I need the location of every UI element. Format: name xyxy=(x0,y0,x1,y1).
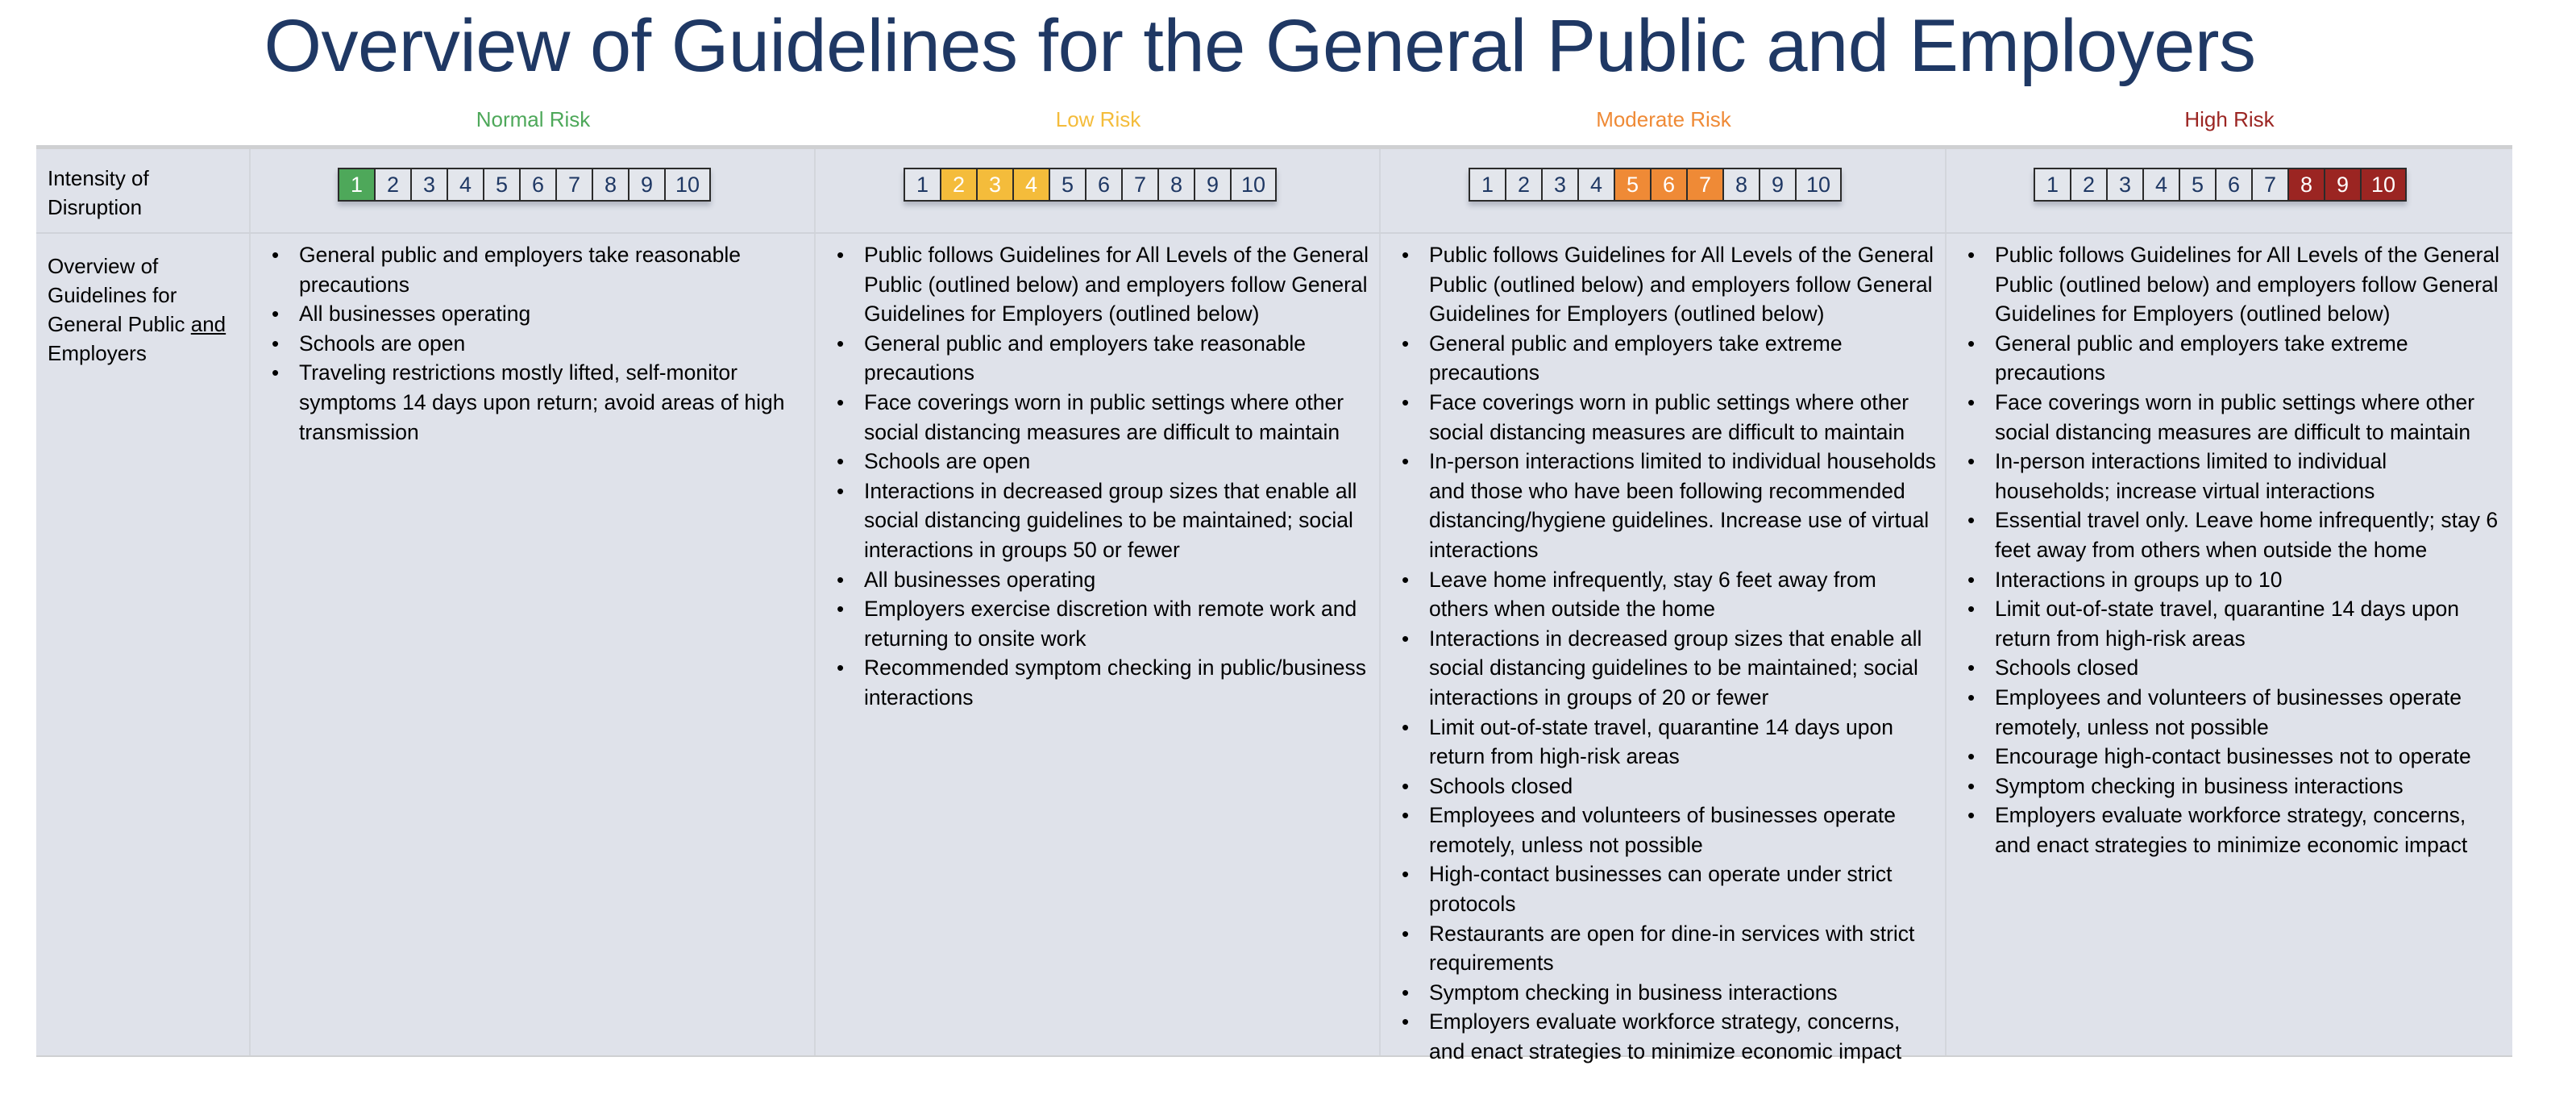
guideline-item: • All businesses operating xyxy=(864,565,1379,595)
scale-box-9: 9 xyxy=(2325,169,2362,200)
scale-box-4: 4 xyxy=(1579,169,1615,200)
guideline-item: • Essential travel only. Leave home infrequently; stay 6 feet away from others when outside the home xyxy=(1995,506,2512,564)
scale-box-8: 8 xyxy=(1724,169,1760,200)
guideline-item: • Restaurants are open for dine-in services with strict requirements xyxy=(1429,919,1945,978)
scale-box-8: 8 xyxy=(593,169,629,200)
intensity-scale xyxy=(338,168,711,202)
guideline-item: • Employees and volunteers of businesses operate remotely, unless not possible xyxy=(1429,801,1945,859)
scale-box-6: 6 xyxy=(521,169,557,200)
guideline-item: • Public follows Guidelines for All Levels of the General Public (outlined below) and employers follow General Guidelines for Employers (outlined below) xyxy=(1995,240,2512,329)
scale-box-2: 2 xyxy=(941,169,978,200)
intensity-cell-low xyxy=(816,149,1381,232)
scale-box-5: 5 xyxy=(1050,169,1086,200)
scale-box-10: 10 xyxy=(1232,169,1277,200)
guideline-item: • Employers evaluate workforce strategy, concerns, and enact strategies to minimize economic impact xyxy=(1995,801,2512,859)
intensity-cell-high xyxy=(1947,149,2512,232)
overview-row xyxy=(36,234,2512,1064)
intensity-scale xyxy=(904,168,1277,202)
scale-box-9: 9 xyxy=(1760,169,1797,200)
guideline-item: • In-person interactions limited to individual households; increase virtual interactions xyxy=(1995,447,2512,506)
scale-box-4: 4 xyxy=(1014,169,1050,200)
guidelines-list xyxy=(1381,234,1945,1067)
guideline-item: • Face coverings worn in public settings where other social distancing measures are difficult to maintain xyxy=(1995,388,2512,447)
guidelines-list xyxy=(251,234,814,447)
scale-box-5: 5 xyxy=(1615,169,1652,200)
guidelines-cell-low xyxy=(816,234,1381,1055)
guidelines-cell-high xyxy=(1947,234,2512,1055)
guideline-item: • Interactions in groups up to 10 xyxy=(1995,565,2512,595)
scale-box-8: 8 xyxy=(2289,169,2325,200)
guideline-item: • Employees and volunteers of businesses operate remotely, unless not possible xyxy=(1995,683,2512,742)
intensity-label-cell xyxy=(36,149,251,232)
guideline-item: • Limit out-of-state travel, quarantine 14 days upon return from high-risk areas xyxy=(1429,713,1945,772)
scale-box-1: 1 xyxy=(2035,169,2071,200)
guideline-item: • In-person interactions limited to individual households and those who have been following recommended distancing/hygiene guidelines. Increase use of virtual interactions xyxy=(1429,447,1945,564)
scale-box-3: 3 xyxy=(978,169,1014,200)
overview-label-text: Overview of Guidelines for General Public xyxy=(48,254,191,336)
scale-box-7: 7 xyxy=(2253,169,2289,200)
scale-box-5: 5 xyxy=(2180,169,2217,200)
guideline-item: • Leave home infrequently, stay 6 feet away from others when outside the home xyxy=(1429,565,1945,624)
guideline-item: • Symptom checking in business interactions xyxy=(1995,772,2512,801)
scale-box-6: 6 xyxy=(1652,169,1688,200)
scale-box-2: 2 xyxy=(2071,169,2108,200)
overview-label xyxy=(36,234,233,368)
risk-header-low: Low Risk xyxy=(1055,107,1141,131)
scale-box-9: 9 xyxy=(1195,169,1232,200)
risk-header-moderate: Moderate Risk xyxy=(1596,107,1731,131)
intensity-label: Intensity of Disruption xyxy=(48,166,149,219)
scale-box-9: 9 xyxy=(629,169,666,200)
scale-box-6: 6 xyxy=(1086,169,1123,200)
scale-box-1: 1 xyxy=(1470,169,1506,200)
guidelines-table xyxy=(36,145,2512,1064)
risk-header-high: High Risk xyxy=(2184,107,2275,131)
scale-box-7: 7 xyxy=(557,169,593,200)
guideline-item: • Encourage high-contact businesses not to operate xyxy=(1995,742,2512,772)
scale-box-10: 10 xyxy=(666,169,711,200)
overview-label-cell xyxy=(36,234,251,1055)
guideline-item: • Public follows Guidelines for All Levels of the General Public (outlined below) and employers follow General Guidelines for Employers (outlined below) xyxy=(864,240,1379,329)
guideline-item: • General public and employers take extreme precautions xyxy=(1429,329,1945,388)
scale-box-2: 2 xyxy=(376,169,412,200)
intensity-scale xyxy=(1469,168,1842,202)
guideline-item: • General public and employers take extreme precautions xyxy=(1995,329,2512,388)
scale-box-8: 8 xyxy=(1159,169,1195,200)
guideline-item: • All businesses operating xyxy=(299,299,814,329)
scale-box-10: 10 xyxy=(1797,169,1842,200)
scale-box-1: 1 xyxy=(339,169,376,200)
scale-box-4: 4 xyxy=(448,169,484,200)
scale-box-1: 1 xyxy=(905,169,941,200)
intensity-cell-normal xyxy=(251,149,816,232)
guideline-item: • Schools closed xyxy=(1429,772,1945,801)
guideline-item: • Face coverings worn in public settings where other social distancing measures are difficult to maintain xyxy=(1429,388,1945,447)
scale-box-3: 3 xyxy=(1543,169,1579,200)
overview-label-underlined: and xyxy=(190,312,226,336)
page-title: Overview of Guidelines for the General Public and Employers xyxy=(264,5,2256,87)
overview-label-text-end: Employers xyxy=(48,341,147,365)
risk-level-headers xyxy=(251,103,2512,135)
scale-box-10: 10 xyxy=(2362,169,2407,200)
scale-box-3: 3 xyxy=(412,169,448,200)
intensity-cell-moderate xyxy=(1381,149,1947,232)
risk-header-normal: Normal Risk xyxy=(476,107,591,131)
guideline-item: • Schools are open xyxy=(864,447,1379,476)
guideline-item: • High-contact businesses can operate under strict protocols xyxy=(1429,859,1945,918)
scale-box-2: 2 xyxy=(1506,169,1543,200)
guideline-item: • Employers exercise discretion with remote work and returning to onsite work xyxy=(864,594,1379,653)
scale-box-4: 4 xyxy=(2144,169,2180,200)
guidelines-list xyxy=(816,234,1379,713)
guideline-item: • Public follows Guidelines for All Levels of the General Public (outlined below) and employers follow General Guidelines for Employers (outlined below) xyxy=(1429,240,1945,329)
guideline-item: • General public and employers take reasonable precautions xyxy=(299,240,814,299)
guideline-item: • Schools closed xyxy=(1995,653,2512,683)
guidelines-cell-normal xyxy=(251,234,816,1055)
guideline-item: • Face coverings worn in public settings where other social distancing measures are difficult to maintain xyxy=(864,388,1379,447)
intensity-row xyxy=(36,149,2512,234)
guideline-item: • Symptom checking in business interactions xyxy=(1429,978,1945,1008)
scale-box-6: 6 xyxy=(2217,169,2253,200)
guideline-item: • Employers evaluate workforce strategy, concerns, and enact strategies to minimize economic impact xyxy=(1429,1007,1945,1066)
guidelines-cell-moderate xyxy=(1381,234,1947,1064)
scale-box-7: 7 xyxy=(1123,169,1159,200)
guidelines-list xyxy=(1947,234,2512,859)
intensity-scale xyxy=(2034,168,2407,202)
guideline-item: • Traveling restrictions mostly lifted, self-monitor symptoms 14 days upon return; avoid areas of high transmission xyxy=(299,358,814,447)
scale-box-7: 7 xyxy=(1688,169,1724,200)
guideline-item: • Limit out-of-state travel, quarantine 14 days upon return from high-risk areas xyxy=(1995,594,2512,653)
scale-box-5: 5 xyxy=(484,169,521,200)
guideline-item: • Recommended symptom checking in public/business interactions xyxy=(864,653,1379,712)
guideline-item: • Schools are open xyxy=(299,329,814,359)
scale-box-3: 3 xyxy=(2108,169,2144,200)
guideline-item: • General public and employers take reasonable precautions xyxy=(864,329,1379,388)
guideline-item: • Interactions in decreased group sizes that enable all social distancing guidelines to be maintained; social interactions in groups of 20 or fewer xyxy=(1429,624,1945,713)
guideline-item: • Interactions in decreased group sizes that enable all social distancing guidelines to be maintained; social interactions in groups 50 or fewer xyxy=(864,476,1379,565)
